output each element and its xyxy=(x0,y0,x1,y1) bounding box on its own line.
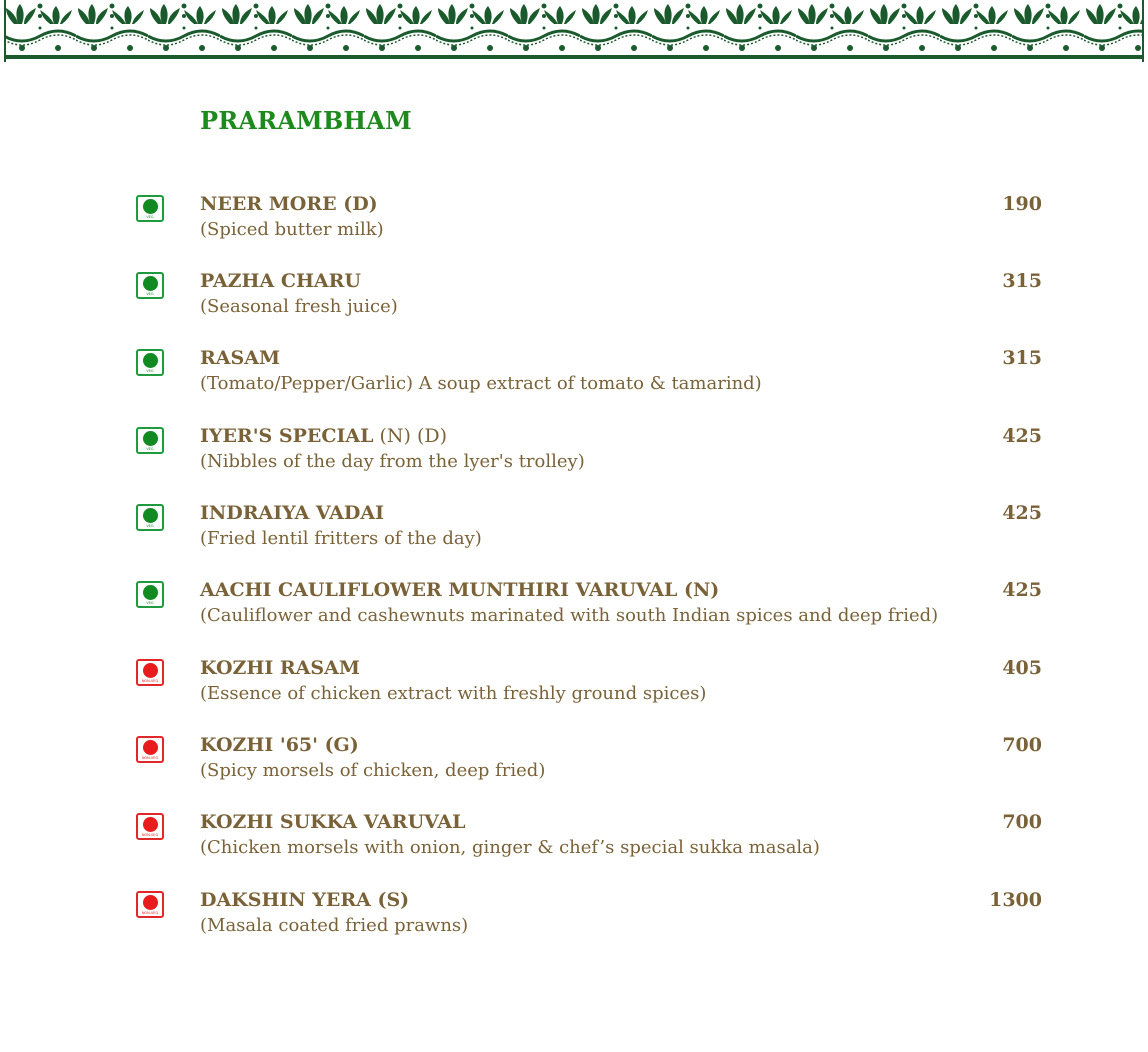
indicator-label: NON-VEG xyxy=(141,679,159,683)
menu-item xyxy=(0,889,1148,959)
non-veg-indicator-icon xyxy=(136,659,164,686)
non-veg-indicator-icon xyxy=(136,736,164,763)
item-name-main: NEER MORE (D) xyxy=(200,193,378,215)
item-name-main: KOZHI RASAM xyxy=(200,657,360,679)
item-description: (Essence of chicken extract with freshly ground spices) xyxy=(200,683,707,704)
item-name xyxy=(200,347,280,369)
item-description: (Chicken morsels with onion, ginger & chef’s special sukka masala) xyxy=(200,837,820,858)
non-veg-indicator-icon xyxy=(136,813,164,840)
item-price: 425 xyxy=(1002,579,1042,601)
item-description: (Cauliflower and cashewnuts marinated with south Indian spices and deep fried) xyxy=(200,605,939,626)
item-price: 425 xyxy=(1002,502,1042,524)
indicator-label: VEG xyxy=(146,524,154,528)
item-name-main: AACHI CAULIFLOWER MUNTHIRI VARUVAL (N) xyxy=(200,579,720,601)
item-name xyxy=(200,889,409,911)
veg-indicator-icon xyxy=(136,349,164,376)
veg-indicator-icon xyxy=(136,195,164,222)
item-price: 700 xyxy=(1002,734,1042,756)
item-name-main: DAKSHIN YERA (S) xyxy=(200,889,410,911)
item-name-main: INDRAIYA VADAI xyxy=(200,502,384,524)
menu-item xyxy=(0,502,1148,572)
item-price: 190 xyxy=(1002,193,1042,215)
item-description: (Seasonal fresh juice) xyxy=(200,296,398,317)
indicator-label: NON-VEG xyxy=(141,833,159,837)
indicator-dot xyxy=(143,508,158,523)
item-name-extra: (N) (D) xyxy=(373,425,448,447)
item-description: (Masala coated fried prawns) xyxy=(200,915,469,936)
indicator-label: VEG xyxy=(146,601,154,605)
decorative-border xyxy=(4,0,1144,62)
indicator-label: VEG xyxy=(146,292,154,296)
item-description: (Nibbles of the day from the lyer's trolley) xyxy=(200,451,585,472)
indicator-label: VEG xyxy=(146,369,154,373)
menu-item xyxy=(0,193,1148,263)
item-description: (Spicy morsels of chicken, deep fried) xyxy=(200,760,546,781)
item-name xyxy=(200,734,359,756)
indicator-dot xyxy=(143,663,158,678)
item-price: 405 xyxy=(1002,657,1042,679)
item-name-main: PAZHA CHARU xyxy=(200,270,361,292)
item-price: 315 xyxy=(1002,270,1042,292)
item-name-main: KOZHI '65' (G) xyxy=(200,734,359,756)
indicator-dot xyxy=(143,585,158,600)
menu-item xyxy=(0,811,1148,881)
indicator-dot xyxy=(143,199,158,214)
veg-indicator-icon xyxy=(136,427,164,454)
non-veg-indicator-icon xyxy=(136,891,164,918)
item-price: 425 xyxy=(1002,425,1042,447)
indicator-label: VEG xyxy=(146,215,154,219)
menu-item xyxy=(0,657,1148,727)
indicator-dot xyxy=(143,895,158,910)
item-name-main: RASAM xyxy=(200,347,281,369)
indicator-dot xyxy=(143,353,158,368)
item-price: 1300 xyxy=(989,889,1042,911)
veg-indicator-icon xyxy=(136,504,164,531)
menu-item xyxy=(0,347,1148,417)
item-name xyxy=(200,579,719,601)
item-name-main: KOZHI SUKKA VARUVAL xyxy=(200,811,466,833)
veg-indicator-icon xyxy=(136,272,164,299)
menu-item xyxy=(0,270,1148,340)
menu-item xyxy=(0,425,1148,495)
item-name xyxy=(200,811,466,833)
item-description: (Tomato/Pepper/Garlic) A soup extract of tomato & tamarind) xyxy=(200,373,762,394)
section-title: PRARAMBHAM xyxy=(200,106,412,135)
indicator-dot xyxy=(143,740,158,755)
item-name xyxy=(200,502,384,524)
indicator-dot xyxy=(143,431,158,446)
item-name xyxy=(200,193,378,215)
item-price: 315 xyxy=(1002,347,1042,369)
indicator-label: NON-VEG xyxy=(141,911,159,915)
item-name xyxy=(200,657,360,679)
indicator-dot xyxy=(143,817,158,832)
item-price: 700 xyxy=(1002,811,1042,833)
item-name-main: IYER'S SPECIAL xyxy=(200,425,374,447)
veg-indicator-icon xyxy=(136,581,164,608)
menu-item xyxy=(0,579,1148,649)
indicator-dot xyxy=(143,276,158,291)
item-description: (Spiced butter milk) xyxy=(200,219,384,240)
item-description: (Fried lentil fritters of the day) xyxy=(200,528,482,549)
indicator-label: NON-VEG xyxy=(141,756,159,760)
menu-item xyxy=(0,734,1148,804)
item-name xyxy=(200,270,361,292)
item-name xyxy=(200,425,447,447)
indicator-label: VEG xyxy=(146,447,154,451)
